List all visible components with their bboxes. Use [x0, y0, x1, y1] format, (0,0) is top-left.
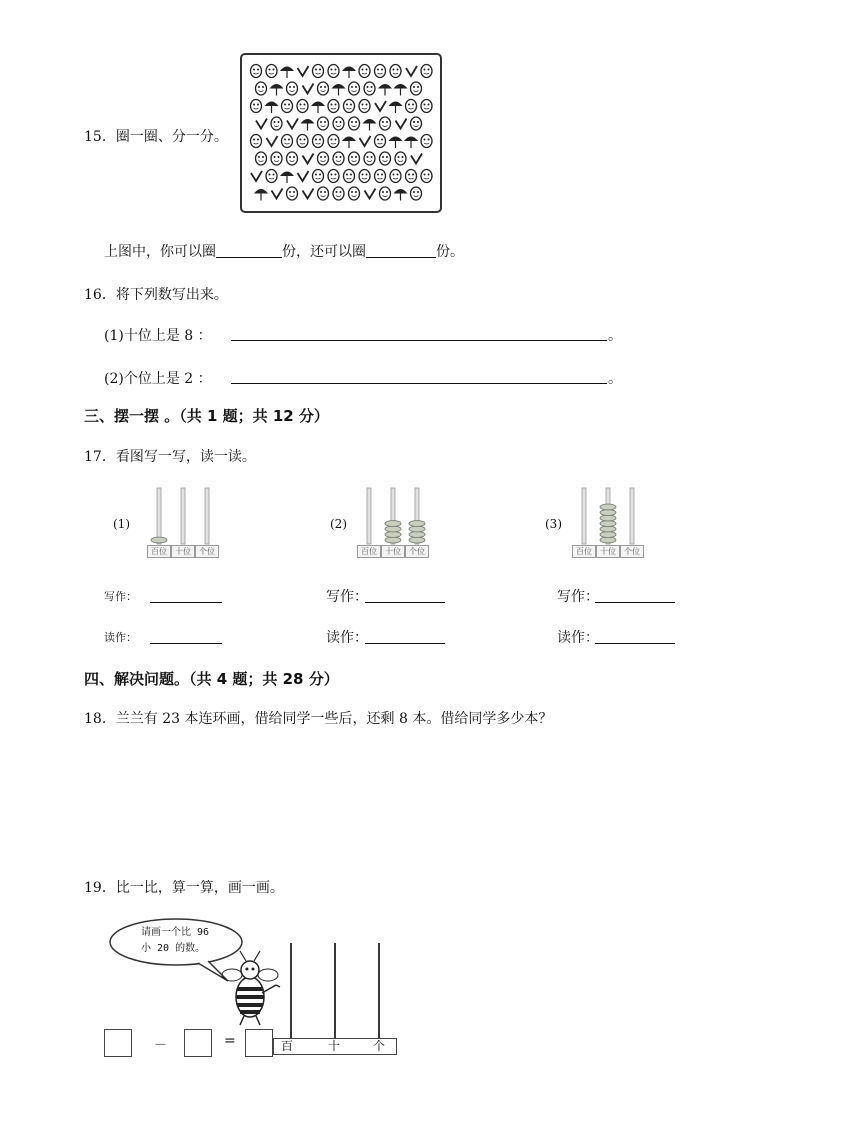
- abacus-2-write-blank[interactable]: [365, 602, 445, 603]
- face-icon: [333, 187, 344, 200]
- bird-icon: [298, 171, 309, 181]
- face-icon: [406, 170, 417, 183]
- abacus-1-place-ones: 个位: [195, 545, 219, 558]
- umbrella-icon: [270, 84, 284, 96]
- q19-place-ones: 个: [373, 1039, 386, 1053]
- face-icon: [359, 170, 370, 183]
- face-icon: [251, 65, 262, 78]
- abacus-1-rod-0: [157, 488, 161, 544]
- umbrella-icon: [280, 172, 294, 184]
- face-icon: [421, 65, 432, 78]
- faces-drawing: [242, 55, 440, 211]
- q18-label: 18．兰兰有 23 本连环画，借给同学一些后，还剩 8 本。借给同学多少本？: [84, 711, 553, 727]
- face-icon: [328, 135, 339, 148]
- face-icon: [328, 170, 339, 183]
- abacus-3-place-tens: 十位: [596, 545, 620, 558]
- face-icon: [349, 152, 360, 165]
- face-icon: [344, 170, 355, 183]
- abacus-2-bead: [409, 521, 425, 527]
- bird-icon: [406, 66, 417, 76]
- face-icon: [318, 152, 329, 165]
- section-3-title: 三、摆一摆 。（共 1 题；共 12 分）: [84, 407, 329, 425]
- face-icon: [282, 135, 293, 148]
- face-icon: [364, 82, 375, 95]
- q15-text-2: 份，还可以圈: [282, 244, 366, 260]
- face-icon: [313, 170, 324, 183]
- abacus-2-bead: [385, 537, 401, 543]
- abacus-1-rod-1: [181, 488, 185, 544]
- umbrella-icon: [342, 137, 356, 149]
- face-icon: [328, 65, 339, 78]
- umbrella-icon: [280, 67, 294, 79]
- face-icon: [313, 135, 324, 148]
- face-icon: [282, 100, 293, 113]
- abacus-3-index: (3): [545, 517, 562, 531]
- section-4-title: 四、解决问题。（共 4 题；共 28 分）: [84, 670, 339, 688]
- abacus-1-place-tens: 十位: [171, 545, 195, 558]
- abacus-2-bead: [385, 532, 401, 538]
- q15-text-3: 份。: [436, 244, 464, 260]
- abacus-1-write-label: 写作：: [104, 590, 137, 603]
- abacus-2-bead: [385, 526, 401, 532]
- face-icon: [287, 152, 298, 165]
- face-icon: [297, 100, 308, 113]
- face-icon: [333, 117, 344, 130]
- abacus-3-write-blank[interactable]: [595, 602, 675, 603]
- face-icon: [380, 152, 391, 165]
- face-icon: [359, 100, 370, 113]
- face-icon: [380, 187, 391, 200]
- umbrella-icon: [404, 137, 418, 149]
- face-icon: [375, 135, 386, 148]
- abacus-1-read-blank[interactable]: [150, 643, 222, 644]
- umbrella-icon: [265, 102, 279, 114]
- abacus-3-bead: [600, 504, 616, 510]
- abacus-1-index: (1): [113, 517, 130, 531]
- face-icon: [349, 82, 360, 95]
- bird-icon: [365, 189, 376, 199]
- bird-icon: [287, 119, 298, 129]
- q19-label: 19．比一比，算一算，画一画。: [84, 880, 284, 896]
- bird-icon: [360, 136, 371, 146]
- bird-icon: [375, 101, 386, 111]
- faces-picture: [240, 53, 442, 213]
- face-icon: [256, 152, 267, 165]
- q16-item-2-blank[interactable]: [231, 383, 607, 384]
- face-icon: [359, 65, 370, 78]
- face-icon: [375, 65, 386, 78]
- abacus-3-read-label: 读作：: [557, 630, 599, 646]
- face-icon: [318, 82, 329, 95]
- abacus-2-bead: [409, 532, 425, 538]
- umbrella-icon: [311, 102, 325, 114]
- bird-icon: [303, 84, 314, 94]
- umbrella-icon: [389, 102, 403, 114]
- face-icon: [390, 65, 401, 78]
- face-icon: [256, 82, 267, 95]
- face-icon: [395, 152, 406, 165]
- face-icon: [251, 100, 262, 113]
- abacus-3-place-ones: 个位: [620, 545, 644, 558]
- bird-icon: [411, 154, 422, 164]
- face-icon: [266, 170, 277, 183]
- face-icon: [271, 152, 282, 165]
- face-icon: [375, 170, 386, 183]
- face-icon: [251, 135, 262, 148]
- abacus-2-place-tens: 十位: [381, 545, 405, 558]
- face-icon: [411, 187, 422, 200]
- speech-bubble-line-2: 小 20 的数。: [141, 943, 206, 954]
- face-icon: [421, 135, 432, 148]
- face-icon: [297, 135, 308, 148]
- q15-answer-line: [104, 241, 464, 261]
- abacus-2-read-label: 读作：: [326, 630, 368, 646]
- q16-item-2-label: (2)个位上是 2 ：: [104, 371, 212, 387]
- face-icon: [364, 152, 375, 165]
- q16-item-1-end: 。: [608, 328, 622, 344]
- q16-item-1-label: (1)十位上是 8 ：: [104, 328, 212, 344]
- bird-icon: [251, 171, 262, 181]
- abacus-3-read-blank[interactable]: [595, 643, 675, 644]
- abacus-2-read-blank[interactable]: [365, 643, 445, 644]
- abacus-1-read-label: 读作：: [104, 631, 137, 644]
- abacus-2-place-ones: 个位: [405, 545, 429, 558]
- face-icon: [266, 65, 277, 78]
- abacus-2-rod-0: [367, 488, 371, 544]
- q19-input-box-1[interactable]: [104, 1029, 132, 1057]
- abacus-2-place-hundreds: 百位: [357, 545, 381, 558]
- abacus-3-bead: [600, 537, 616, 543]
- umbrella-icon: [254, 189, 268, 201]
- face-icon: [390, 170, 401, 183]
- abacus-1-write-blank[interactable]: [150, 602, 222, 603]
- bird-icon: [256, 119, 267, 129]
- abacus-3-write-label: 写作：: [557, 589, 599, 605]
- abacus-1-rod-2: [205, 488, 209, 544]
- bird-icon: [298, 66, 309, 76]
- abacus-3-rod-2: [630, 488, 634, 544]
- q16-item-2-end: 。: [608, 371, 622, 387]
- q16-item-1-blank[interactable]: [231, 340, 607, 341]
- abacus-2-write-label: 写作：: [326, 589, 368, 605]
- umbrella-icon: [389, 137, 403, 149]
- face-icon: [421, 100, 432, 113]
- q19-equals-sign: =: [224, 1033, 236, 1049]
- face-icon: [287, 187, 298, 200]
- abacus-3-place-hundreds: 百位: [572, 545, 596, 558]
- umbrella-icon: [332, 84, 346, 96]
- face-icon: [318, 117, 329, 130]
- bird-icon: [396, 119, 407, 129]
- face-icon: [328, 100, 339, 113]
- q15-label: 15．圈一圈、分一分。: [84, 129, 228, 145]
- abacus-3-bead: [600, 515, 616, 521]
- face-icon: [411, 117, 422, 130]
- umbrella-icon: [394, 84, 408, 96]
- abacus-3-bead: [600, 532, 616, 538]
- face-icon: [318, 187, 329, 200]
- abacus-2-bead: [409, 526, 425, 532]
- face-icon: [349, 117, 360, 130]
- bee-icon: [222, 951, 280, 1025]
- q16-label: 16．将下列数写出来。: [84, 287, 228, 303]
- abacus-2-index: (2): [330, 517, 347, 531]
- bird-icon: [272, 189, 283, 199]
- abacus-3-bead: [600, 526, 616, 532]
- face-icon: [313, 65, 324, 78]
- umbrella-icon: [394, 189, 408, 201]
- face-icon: [406, 100, 417, 113]
- umbrella-icon: [363, 119, 377, 131]
- abacus-1-bead: [151, 537, 167, 543]
- q15-text-1: 上图中，你可以圈: [104, 244, 216, 260]
- abacus-2-bead: [409, 537, 425, 543]
- face-icon: [333, 152, 344, 165]
- face-icon: [380, 117, 391, 130]
- q17-label: 17．看图写一写，读一读。: [84, 449, 256, 465]
- umbrella-icon: [342, 67, 356, 79]
- q19-place-tens: 十: [328, 1039, 341, 1053]
- face-icon: [287, 82, 298, 95]
- bird-icon: [267, 136, 278, 146]
- face-icon: [421, 170, 432, 183]
- abacus-2-bead: [385, 521, 401, 527]
- face-icon: [271, 117, 282, 130]
- face-icon: [411, 82, 422, 95]
- abacus-3-bead: [600, 521, 616, 527]
- abacus-1-place-hundreds: 百位: [147, 545, 171, 558]
- face-icon: [344, 100, 355, 113]
- speech-bubble-line-1: 请画一个比 96: [141, 927, 210, 938]
- q15-blank-2[interactable]: [366, 243, 436, 258]
- abacus-3-rod-0: [582, 488, 586, 544]
- bird-icon: [303, 154, 314, 164]
- q19-place-hundreds: 百: [281, 1039, 294, 1053]
- umbrella-icon: [301, 119, 315, 131]
- q19-input-box-2[interactable]: [184, 1029, 212, 1057]
- q19-minus-sign: －: [154, 1038, 168, 1053]
- umbrella-icon: [378, 84, 392, 96]
- q15-blank-1[interactable]: [216, 243, 282, 258]
- face-icon: [349, 187, 360, 200]
- bird-icon: [303, 189, 314, 199]
- q19-input-box-3[interactable]: [245, 1029, 273, 1057]
